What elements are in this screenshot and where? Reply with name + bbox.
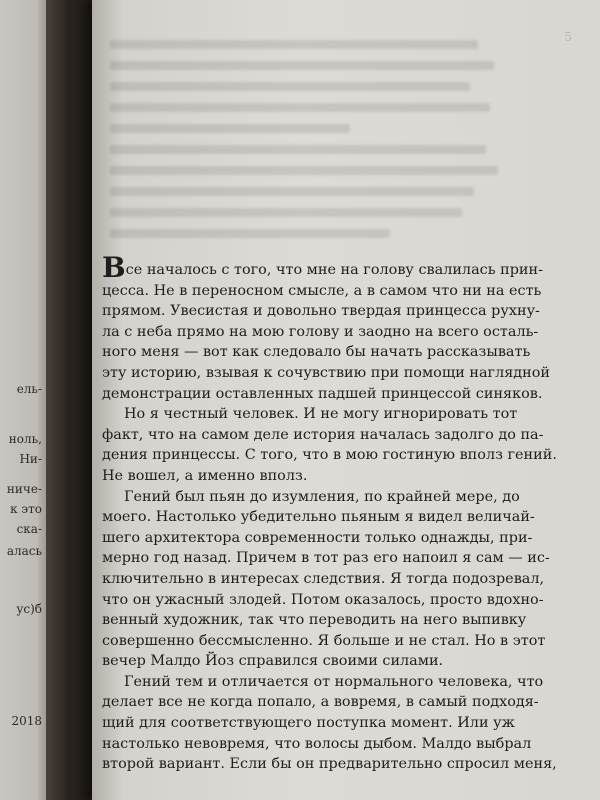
text-line-content: настолько невовремя, что волосы дыбом. Малдо выбрал [102,735,532,752]
text-line-content: мерно год назад. Причем в тот раз его напоил я сам — ис- [102,550,550,567]
text-line [102,754,557,775]
book-spine-gap [46,0,94,800]
text-line-content: ла с неба прямо на мою голову и заодно на всего осталь- [102,323,539,340]
show-through-text [110,40,510,255]
text-line-content: Но я честный человек. И не могу игнорировать тот [124,406,518,423]
text-line [102,342,531,363]
text-line-content: щий для соответствующего поступка момент. Или уж [102,715,515,732]
text-line-content: факт, что на самом деле история началась задолго до па- [102,426,544,443]
text-line [102,404,518,425]
text-line-content: се началось с того, что мне на голову свалилась прин- [125,262,543,278]
text-line-content: второй вариант. Если бы он предварительно спросил меня, [102,756,557,773]
text-line-content: вечер Малдо Йоз справился своими силами. [102,653,444,670]
page-number: 5 [564,30,572,44]
left-page-fragment: ниче- [6,482,42,496]
left-page-fragment: ноль, [8,432,42,446]
text-line-content: совершенно бессмысленно. Я больше и не стал. Но в этот [102,632,546,649]
left-page-fragment: Ни- [19,452,42,466]
text-line-content: Гений был пьян до изумления, по крайней мере, до [124,488,520,505]
text-line-content: дения принцессы. С того, что в мою гостиную вполз гений. [102,447,557,464]
text-line [102,672,544,693]
text-line-content: венный художник, так что переводить на него выпивку [102,612,527,629]
book-page [92,0,600,800]
text-line [102,734,532,755]
text-line [102,507,535,528]
text-line [102,251,543,284]
text-line [102,631,546,652]
text-line [102,713,515,734]
left-page-fragment: ска- [16,522,42,536]
text-line [102,610,527,631]
text-line [102,569,545,590]
text-line-content: эту историю, взывая к сочувствию при помощи наглядной [102,364,551,381]
text-line-content: прямом. Увесистая и довольно твердая принцесса рухну- [102,303,540,320]
left-page-fragment: ус)б [16,602,42,616]
text-line-content: ного меня — вот как следовало бы начать рассказывать [102,344,531,361]
drop-cap-letter: В [102,251,126,284]
left-page-fragment: алась [6,544,42,558]
text-line-content: ключительно в интересах следствия. Я тогда подозревал, [102,570,545,587]
text-line [102,487,520,508]
left-page-fragment: к это [10,502,42,516]
text-line-content: цесса. Не в переносном смысле, а в самом что ни на есть [102,282,542,299]
text-line [102,692,539,713]
text-line [102,528,533,549]
text-line [102,322,539,343]
text-line [102,384,543,405]
text-line [102,425,544,446]
text-line [102,363,551,384]
text-line [102,590,544,611]
left-page-fragment: ель- [16,382,42,396]
text-line [102,466,498,487]
text-line [102,548,550,569]
text-line-content: Гений тем и отличается от нормального человека, что [124,673,544,690]
text-line-content: делает все не когда попало, а вовремя, в самый подходя- [102,694,539,711]
text-line-content: моего. Настолько убедительно пьяным я видел величай- [102,509,535,526]
page-body-text [102,251,557,775]
text-line [102,651,498,672]
text-line [102,301,540,322]
left-page-fragment: 2018 [11,714,42,728]
text-line-content: шего архитектора современности только однажды, при- [102,529,533,546]
text-line [102,281,542,302]
text-line [102,445,557,466]
text-line-content: демонстрации оставленных падшей принцессой синяков. [102,385,543,402]
text-line-content: Не вошел, а именно вполз. [102,467,308,484]
text-line-content: что он ужасный злодей. Потом оказалось, просто вдохно- [102,591,544,608]
